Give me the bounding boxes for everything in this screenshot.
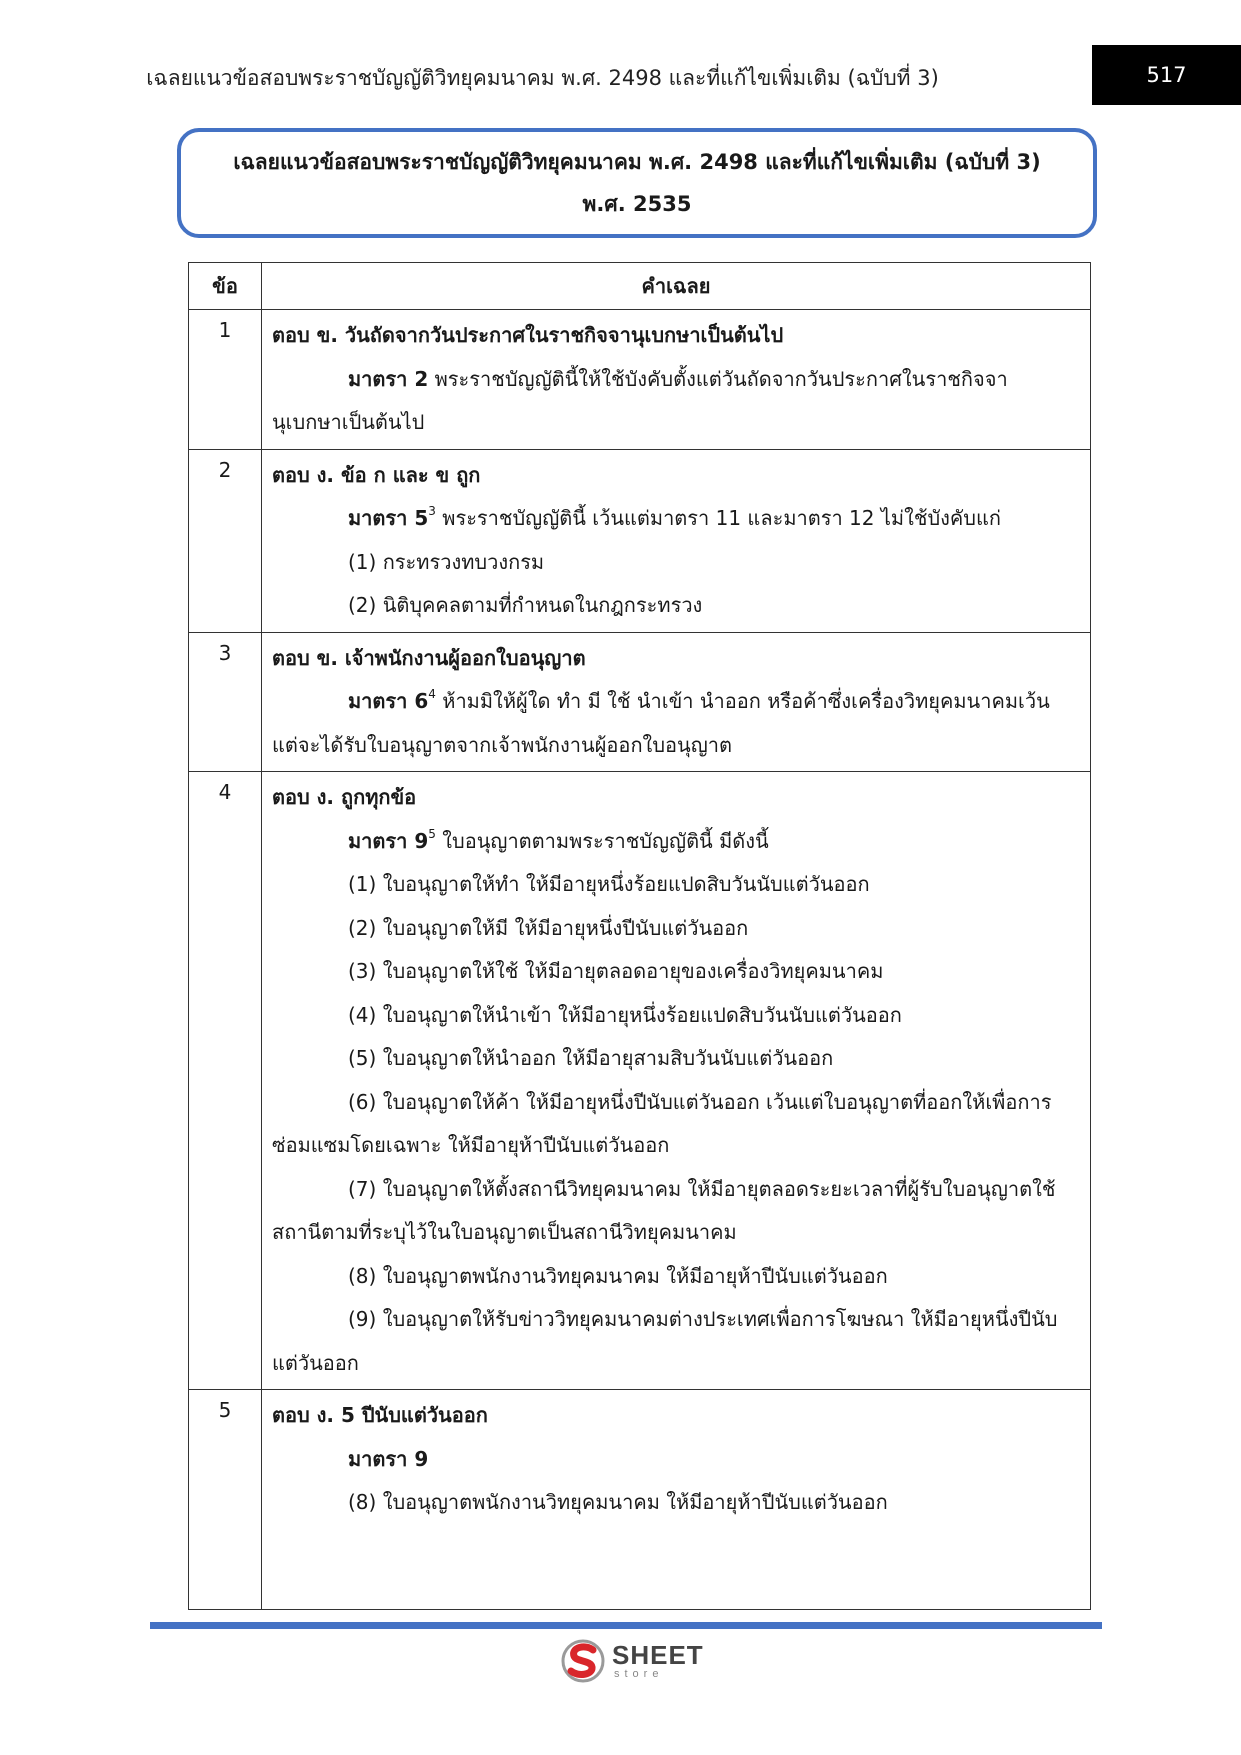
answer-table	[188, 262, 1091, 1610]
row-number: 4	[189, 772, 262, 1390]
title-text: เฉลยแนวข้อสอบพระราชบัญญัติวิทยุคมนาคม พ.ศ. 2498 และที่แก้ไขเพิ่มเติม (ฉบับที่ 3) พ.ศ. 2535	[233, 150, 1041, 216]
row-answer-cell	[262, 1390, 1091, 1610]
page-number: 517	[1092, 45, 1241, 105]
section-label: มาตรา 6	[348, 689, 429, 713]
answer-text: ตอบ ง. ถูกทุกข้อ	[272, 785, 417, 809]
continuation-line: แต่จะได้รับใบอนุญาตจากเจ้าพนักงานผู้ออกใบอนุญาต	[272, 732, 732, 757]
row-number: 3	[189, 632, 262, 772]
footnote-ref[interactable]: 3	[428, 504, 436, 519]
list-item: (5) ใบอนุญาตให้นำออก ให้มีอายุสามสิบวันนับแต่วันออก	[348, 1046, 834, 1070]
answer-text: ตอบ ข. วันถัดจากวันประกาศในราชกิจจานุเบกษาเป็นต้นไป	[272, 323, 784, 347]
row-answer-cell	[262, 449, 1091, 632]
list-item: (8) ใบอนุญาตพนักงานวิทยุคมนาคม ให้มีอายุห้าปีนับแต่วันออก	[348, 1490, 888, 1514]
footer-logo	[560, 1636, 720, 1686]
list-item: (1) กระทรวงทบวงกรม	[348, 549, 545, 574]
table-header-row	[189, 263, 1091, 310]
section-label: มาตรา 5	[348, 506, 429, 530]
row-number: 1	[189, 310, 262, 450]
row-answer-cell	[262, 632, 1091, 772]
list-item: (3) ใบอนุญาตให้ใช้ ให้มีอายุตลอดอายุของเครื่องวิทยุคมนาคม	[348, 959, 884, 983]
list-item: (9) ใบอนุญาตให้รับข่าววิทยุคมนาคมต่างประเทศเพื่อการโฆษณา ให้มีอายุหนึ่งปีนับ	[348, 1307, 1058, 1331]
title-box	[177, 128, 1097, 238]
list-item-continuation: แต่วันออก	[272, 1350, 359, 1375]
brand-main: SHEET	[612, 1640, 704, 1670]
section-line	[272, 358, 1080, 402]
footer-divider	[150, 1622, 1102, 1629]
list-item: (4) ใบอนุญาตให้นำเข้า ให้มีอายุหนึ่งร้อยแปดสิบวันนับแต่วันออก	[348, 1002, 902, 1027]
answer-text: ตอบ ข. เจ้าพนักงานผู้ออกใบอนุญาต	[272, 645, 586, 670]
row-number: 2	[189, 449, 262, 632]
table-row	[189, 1390, 1091, 1610]
table-row	[189, 449, 1091, 632]
brand-sub: store	[614, 1668, 664, 1680]
list-item: (2) นิติบุคคลตามที่กำหนดในกฎกระทรวง	[348, 593, 703, 617]
row-answer-cell	[262, 310, 1091, 450]
sheet-store-logo-icon	[560, 1638, 606, 1684]
list-item: (6) ใบอนุญาตให้ค้า ให้มีอายุหนึ่งปีนับแต่วันออก เว้นแต่ใบอนุญาตที่ออกให้เพื่อการ	[348, 1089, 1052, 1114]
section-label: มาตรา 2	[348, 366, 429, 391]
section-label: มาตรา 9	[348, 828, 429, 853]
row-answer-cell	[262, 772, 1091, 1390]
list-item: (8) ใบอนุญาตพนักงานวิทยุคมนาคม ให้มีอายุห้าปีนับแต่วันออก	[348, 1263, 888, 1288]
table-row	[189, 632, 1091, 772]
continuation-line: นุเบกษาเป็นต้นไป	[272, 410, 425, 434]
table-row	[189, 310, 1091, 450]
section-text: พระราชบัญญัตินี้ให้ใช้บังคับตั้งแต่วันถัดจากวันประกาศในราชกิจจา	[434, 366, 1008, 391]
list-item: (1) ใบอนุญาตให้ทำ ให้มีอายุหนึ่งร้อยแปดสิบวันนับแต่วันออก	[348, 872, 870, 896]
section-line	[272, 680, 1080, 724]
brand-wordmark	[612, 1642, 704, 1680]
answer-text: ตอบ ง. ข้อ ก และ ข ถูก	[272, 462, 481, 487]
list-item-continuation: สถานีตามที่ระบุไว้ในใบอนุญาตเป็นสถานีวิทยุคมนาคม	[272, 1220, 737, 1244]
footnote-ref[interactable]: 4	[428, 687, 436, 702]
section-line	[272, 820, 1080, 864]
header-answer: คำเฉลย	[262, 263, 1091, 310]
answer-text: ตอบ ง. 5 ปีนับแต่วันออก	[272, 1403, 488, 1427]
footnote-ref[interactable]: 5	[428, 826, 436, 841]
table-row	[189, 772, 1091, 1390]
running-header: เฉลยแนวข้อสอบพระราชบัญญัติวิทยุคมนาคม พ.ศ. 2498 และที่แก้ไขเพิ่มเติม (ฉบับที่ 3)	[146, 66, 939, 90]
list-item-continuation: ซ่อมแซมโดยเฉพาะ ให้มีอายุห้าปีนับแต่วันออก	[272, 1133, 670, 1157]
list-item: (2) ใบอนุญาตให้มี ให้มีอายุหนึ่งปีนับแต่วันออก	[348, 915, 749, 940]
header-num: ข้อ	[189, 263, 262, 310]
row-number: 5	[189, 1390, 262, 1610]
section-text: ใบอนุญาตตามพระราชบัญญัตินี้ มีดังนี้	[442, 828, 769, 853]
section-label: มาตรา 9	[348, 1446, 429, 1471]
section-text: ห้ามมิให้ผู้ใด ทำ มี ใช้ นำเข้า นำออก หรือค้าซึ่งเครื่องวิทยุคมนาคมเว้น	[442, 689, 1050, 713]
section-line	[272, 497, 1080, 541]
list-item: (7) ใบอนุญาตให้ตั้งสถานีวิทยุคมนาคม ให้มีอายุตลอดระยะเวลาที่ผู้รับใบอนุญาตใช้	[348, 1176, 1056, 1201]
section-text: พระราชบัญญัตินี้ เว้นแต่มาตรา 11 และมาตรา 12 ไม่ใช้บังคับแก่	[442, 506, 1001, 530]
